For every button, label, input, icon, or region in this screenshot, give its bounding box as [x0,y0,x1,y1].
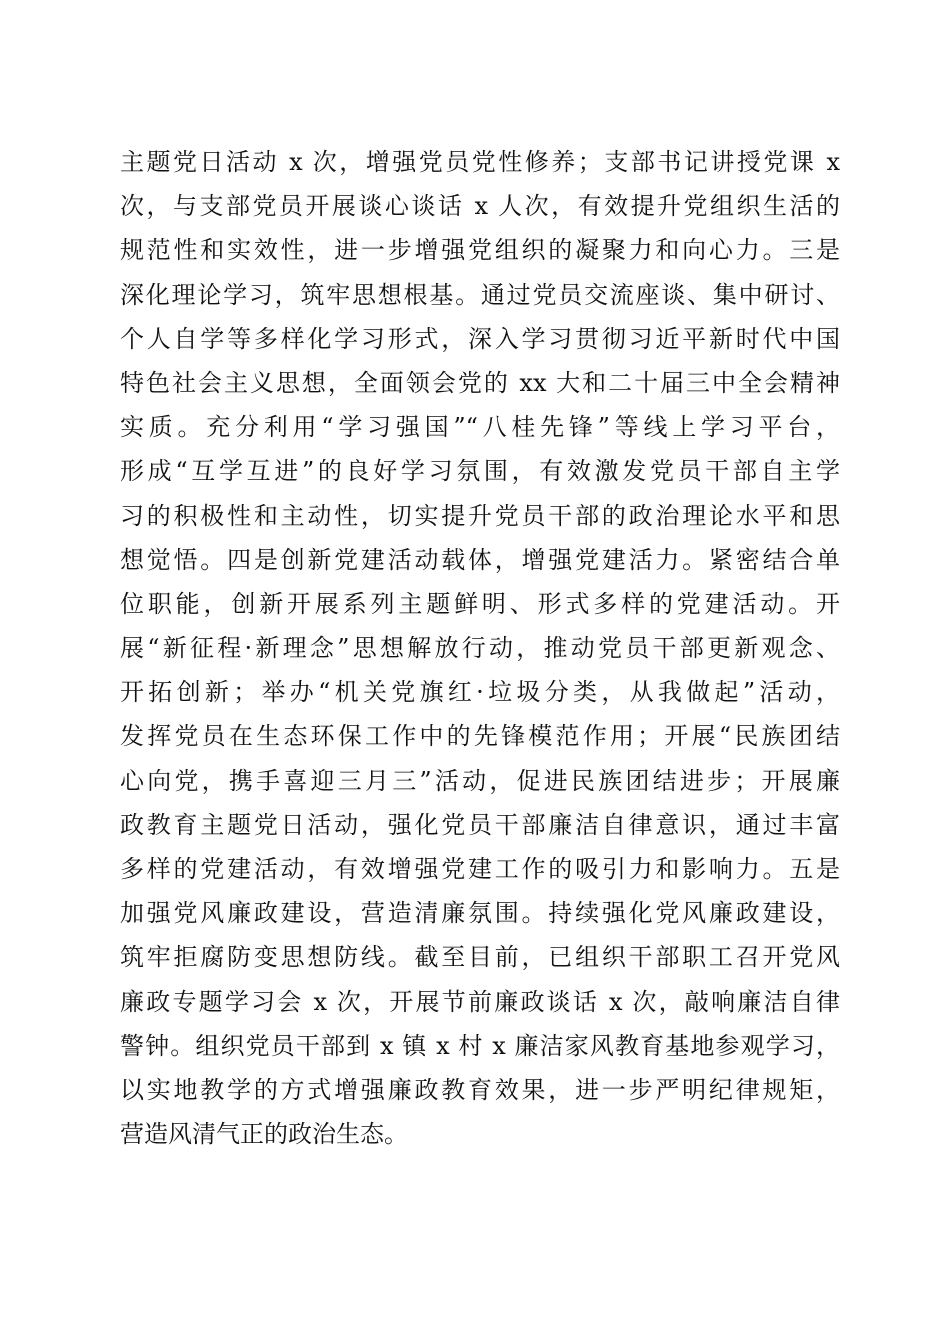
text-line-23: 营造风清气正的政治生态。 [120,1120,408,1149]
text-line-12: 展“新征程·新理念”思想解放行动，推动党员干部更新观念、 [120,634,840,663]
text-line-9: 习的积极性和主动性，切实提升党员干部的政治理论水平和思 [120,501,840,530]
text-line-16: 政教育主题党日活动，强化党员干部廉洁自律意识，通过丰富 [120,810,840,839]
text-line-4: 深化理论学习，筑牢思想根基。通过党员交流座谈、集中研讨、 [120,280,840,309]
text-line-10: 想觉悟。四是创新党建活动载体，增强党建活力。紧密结合单 [120,545,840,574]
text-line-8: 形成“互学互进”的良好学习氛围，有效激发党员干部自主学 [120,457,840,486]
text-line-21: 警钟。组织党员干部到 x 镇 x 村 x 廉洁家风教育基地参观学习， [120,1031,840,1060]
text-line-6: 特色社会主义思想，全面领会党的 xx 大和二十届三中全会精神 [120,368,840,397]
text-line-1: 主题党日活动 x 次，增强党员党性修养；支部书记讲授党课 x [120,148,840,176]
text-line-15: 心向党，携手喜迎三月三”活动，促进民族团结进步；开展廉 [120,766,840,795]
text-line-7: 实质。充分利用“学习强国”“八桂先锋”等线上学习平台， [120,413,840,442]
text-line-2: 次，与支部党员开展谈心谈话 x 人次，有效提升党组织生活的 [120,192,840,221]
text-line-5: 个人自学等多样化学习形式，深入学习贯彻习近平新时代中国 [120,324,840,353]
text-line-11: 位职能，创新开展系列主题鲜明、形式多样的党建活动。开 [120,589,840,618]
text-line-18: 加强党风廉政建设，营造清廉氛围。持续强化党风廉政建设， [120,899,840,928]
body-paragraph [120,140,840,1156]
text-line-20: 廉政专题学习会 x 次，开展节前廉政谈话 x 次，敲响廉洁自律 [120,987,840,1016]
text-line-17: 多样的党建活动，有效增强党建工作的吸引力和影响力。五是 [120,855,840,883]
text-line-19: 筑牢拒腐防变思想防线。截至目前，已组织干部职工召开党风 [120,943,840,972]
text-line-3: 规范性和实效性，进一步增强党组织的凝聚力和向心力。三是 [120,236,840,265]
text-line-14: 发挥党员在生态环保工作中的先锋模范作用；开展“民族团结 [120,722,840,751]
text-line-13: 开拓创新；举办“机关党旗红·垃圾分类，从我做起”活动， [120,678,840,707]
text-line-22: 以实地教学的方式增强廉政教育效果，进一步严明纪律规矩， [120,1075,840,1104]
